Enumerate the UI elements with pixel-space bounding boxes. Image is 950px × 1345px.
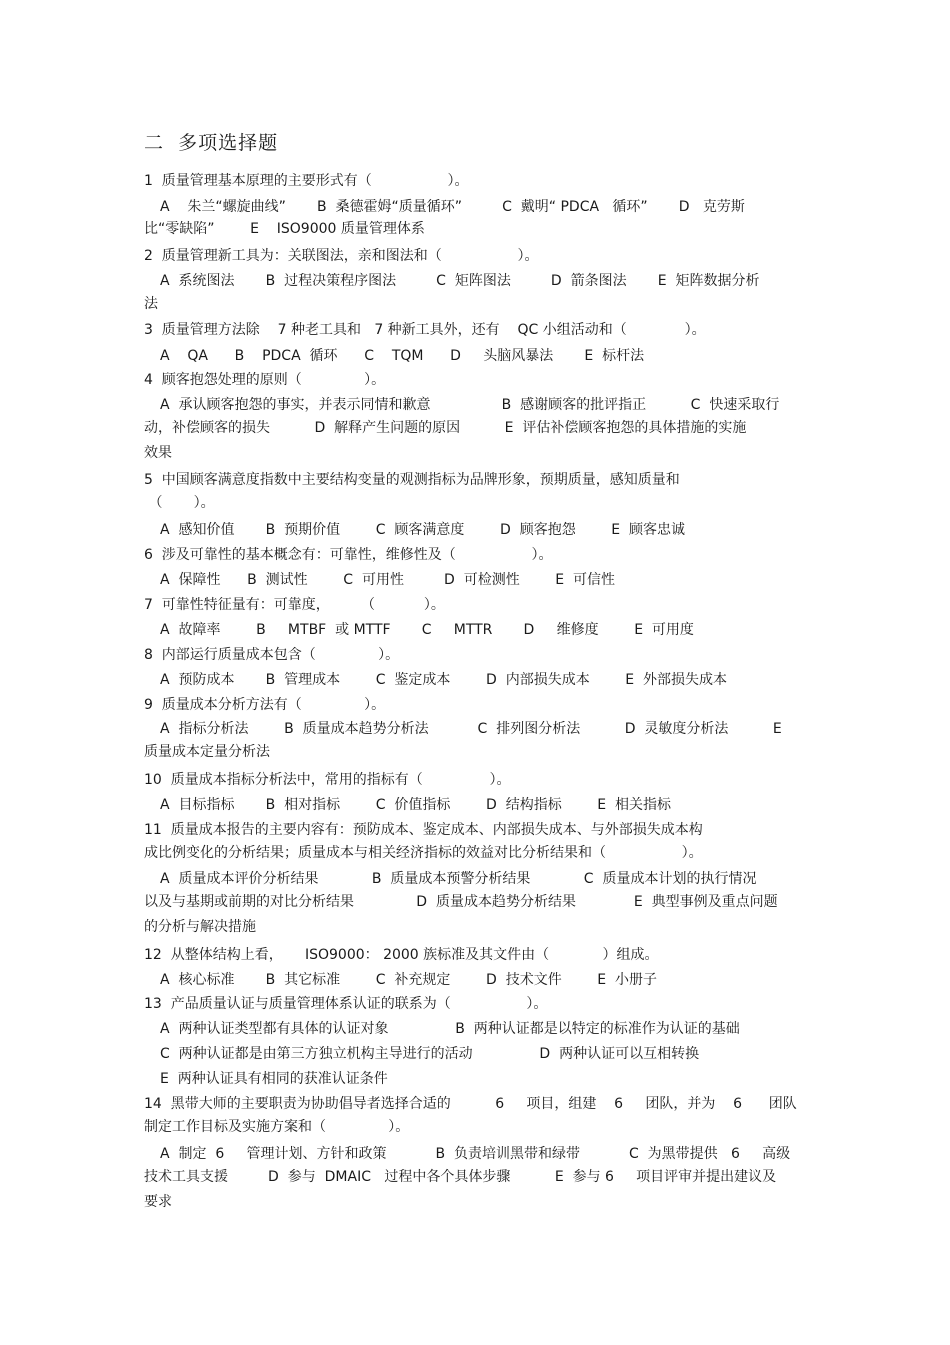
- question-1-options-cont: 比“零缺陷” E ISO9000 质量管理体系: [144, 221, 425, 237]
- question-6: 6 涉及可靠性的基本概念有：可靠性，维修性及（ ）。: [144, 547, 553, 563]
- question-12: 12 从整体结构上看， ISO9000： 2000 族标准及其文件由（ ）组成。: [144, 947, 659, 963]
- question-14-options-cont: 技术工具支援 D 参与 DMAIC 过程中各个具体步骤 E 参与 6 项目评审并提出建议及: [144, 1169, 777, 1185]
- question-5-options: A 感知价值 B 预期价值 C 顾客满意度 D 顾客抱怨 E 顾客忠诚: [160, 522, 686, 538]
- question-13-options-cd: C 两种认证都是由第三方独立机构主导进行的活动 D 两种认证可以互相转换: [160, 1046, 700, 1062]
- question-4-options-cont: 动，补偿顾客的损失 D 解释产生问题的原因 E 评估补偿顾客抱怨的具体措施的实施: [144, 420, 747, 436]
- question-8-options: A 预防成本 B 管理成本 C 鉴定成本 D 内部损失成本 E 外部损失成本: [160, 672, 728, 688]
- question-13: 13 产品质量认证与质量管理体系认证的联系为（ ）。: [144, 996, 548, 1012]
- question-14: 14 黑带大师的主要职责为协助倡导者选择合适的 6 项目，组建 6 团队，并为 6 团队: [144, 1096, 797, 1112]
- question-7-options: A 故障率 B MTBF 或 MTTF C MTTR D 维修度 E 可用度: [160, 622, 694, 638]
- question-10-options: A 目标指标 B 相对指标 C 价值指标 D 结构指标 E 相关指标: [160, 797, 672, 813]
- question-8: 8 内部运行质量成本包含（ ）。: [144, 647, 400, 663]
- question-7: 7 可靠性特征量有：可靠度， （ ）。: [144, 597, 445, 613]
- question-4-options-cont2: 效果: [144, 445, 172, 461]
- question-10: 10 质量成本指标分析法中，常用的指标有（ ）。: [144, 772, 511, 788]
- question-13-options-e: E 两种认证具有相同的获准认证条件: [160, 1071, 388, 1087]
- question-1: 1 质量管理基本原理的主要形式有（ ）。: [144, 173, 469, 189]
- question-11-cont: 成比例变化的分析结果；质量成本与相关经济指标的效益对比分析结果和（ ）。: [144, 845, 703, 861]
- question-14-options-cont2: 要求: [144, 1194, 172, 1210]
- question-11-options-cont: 以及与基期或前期的对比分析结果 D 质量成本趋势分析结果 E 典型事例及重点问题: [144, 894, 778, 910]
- question-12-options: A 核心标准 B 其它标准 C 补充规定 D 技术文件 E 小册子: [160, 972, 658, 988]
- question-9-options-cont: 质量成本定量分析法: [144, 744, 270, 760]
- question-5: 5 中国顾客满意度指数中主要结构变量的观测指标为品牌形象，预期质量，感知质量和: [144, 472, 680, 488]
- question-5-cont: （ ）。: [144, 495, 215, 511]
- question-13-options-ab: A 两种认证类型都有具体的认证对象 B 两种认证都是以特定的标准作为认证的基础: [160, 1021, 740, 1037]
- question-11: 11 质量成本报告的主要内容有：预防成本、鉴定成本、内部损失成本、与外部损失成本构: [144, 822, 703, 838]
- section-heading: 二 多项选择题: [144, 132, 279, 154]
- question-4-options: A 承认顾客抱怨的事实，并表示同情和歉意 B 感谢顾客的批评指正 C 快速采取行: [160, 397, 780, 413]
- question-6-options: A 保障性 B 测试性 C 可用性 D 可检测性 E 可信性: [160, 572, 616, 588]
- question-11-options: A 质量成本评价分析结果 B 质量成本预警分析结果 C 质量成本计划的执行情况: [160, 871, 757, 887]
- question-2-options: A 系统图法 B 过程决策程序图法 C 矩阵图法 D 箭条图法 E 矩阵数据分析: [160, 273, 760, 289]
- question-9-options: A 指标分析法 B 质量成本趋势分析法 C 排列图分析法 D 灵敏度分析法 E: [160, 721, 782, 737]
- question-3-options: A QA B PDCA 循环 C TQM D 头脑风暴法 E 标杆法: [160, 348, 645, 364]
- question-9: 9 质量成本分析方法有（ ）。: [144, 697, 386, 713]
- question-1-options: A 朱兰“螺旋曲线” B 桑德霍姆“质量循环” C 戴明“ PDCA 循环” D 克劳斯: [160, 199, 745, 215]
- question-14-options: A 制定 6 管理计划、方针和政策 B 负责培训黑带和绿带 C 为黑带提供 6 高级: [160, 1146, 791, 1162]
- question-4: 4 顾客抱怨处理的原则（ ）。: [144, 372, 386, 388]
- question-2-options-cont: 法: [144, 296, 158, 312]
- question-2: 2 质量管理新工具为：关联图法，亲和图法和（ ）。: [144, 248, 539, 264]
- question-14-cont: 制定工作目标及实施方案和（ ）。: [144, 1119, 410, 1135]
- question-11-options-cont2: 的分析与解决措施: [144, 919, 256, 935]
- question-3: 3 质量管理方法除 7 种老工具和 7 种新工具外，还有 QC 小组活动和（ ）。: [144, 322, 706, 338]
